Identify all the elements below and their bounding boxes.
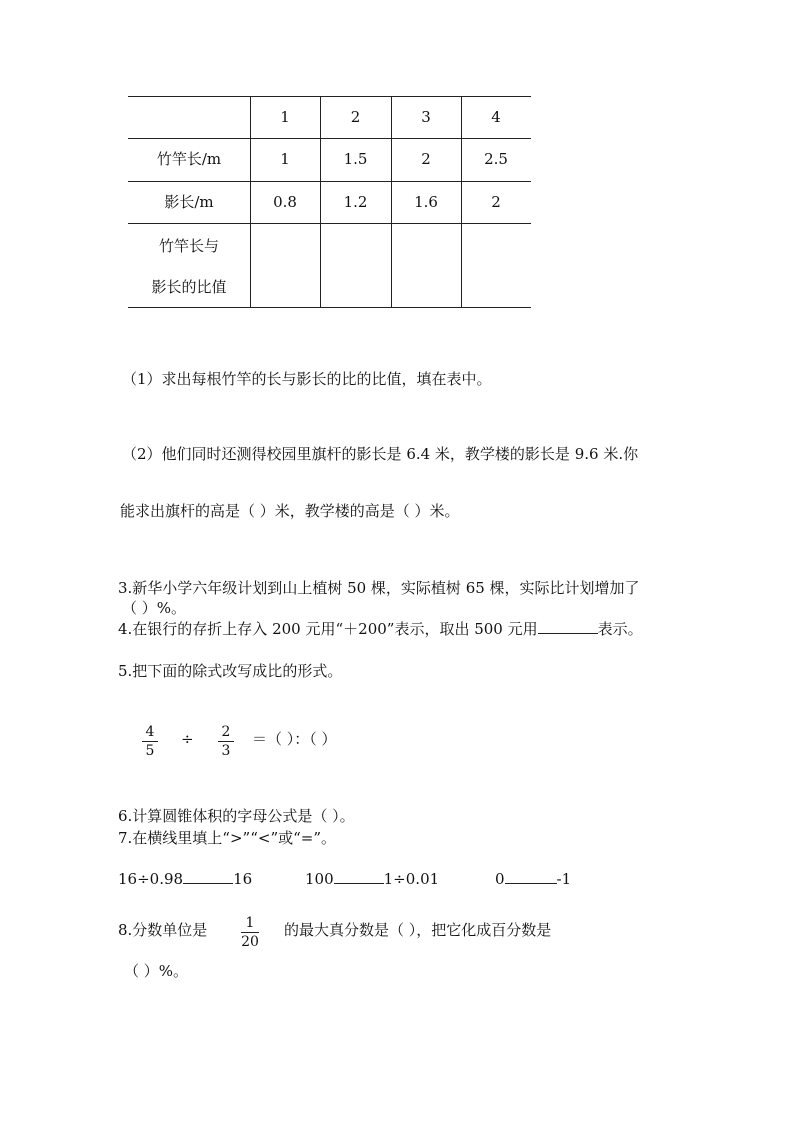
comparison-item-2 bbox=[305, 869, 439, 889]
question-8-line2: （ ）%。 bbox=[124, 962, 189, 980]
question-part-2-line1: （2）他们同时还测得校园里旗杆的影长是 6.4 米，教学楼的影长是 9.6 米.你 bbox=[122, 445, 639, 463]
answer-blank[interactable] bbox=[538, 619, 598, 634]
table-cell: 1.2 bbox=[343, 193, 368, 211]
fraction-four-fifths bbox=[140, 724, 160, 759]
table-cell: 2.5 bbox=[484, 150, 508, 168]
table-cell: 0.8 bbox=[273, 193, 297, 211]
comparison-item-1 bbox=[118, 869, 252, 889]
comparison-left: 16÷0.98 bbox=[118, 870, 184, 888]
question-3-line1: 3.新华小学六年级计划到山上植树 50 棵，实际植树 65 棵，实际比计划增加了 bbox=[118, 579, 640, 597]
question-4 bbox=[118, 619, 643, 639]
table-cell: 1.5 bbox=[343, 150, 368, 168]
fraction-denominator: 5 bbox=[145, 743, 155, 759]
fraction-one-twentieth bbox=[239, 915, 261, 950]
division-sign: ÷ bbox=[181, 730, 194, 748]
bamboo-shadow-table bbox=[128, 96, 531, 308]
comparison-right: 1÷0.01 bbox=[383, 870, 440, 888]
table-cell: 2 bbox=[491, 193, 501, 211]
row-label-shadow-length: 影长/m bbox=[164, 193, 214, 211]
answer-blank[interactable] bbox=[183, 869, 233, 884]
answer-blank[interactable] bbox=[505, 869, 557, 884]
comparison-left: 100 bbox=[305, 870, 334, 888]
table-header-cell: 4 bbox=[491, 108, 501, 126]
ratio-answer: ＝（ ）：（ ） bbox=[252, 730, 337, 748]
comparison-left: 0 bbox=[495, 870, 505, 888]
table-cell: 2 bbox=[421, 150, 431, 168]
fraction-denominator: 3 bbox=[221, 743, 231, 759]
question-part-1: （1）求出每根竹竿的长与影长的比的比值，填在表中。 bbox=[122, 370, 492, 388]
question-5: 5.把下面的除式改写成比的形式。 bbox=[118, 662, 343, 680]
question-8-suffix: 的最大真分数是（ ），把它化成百分数是 bbox=[284, 921, 552, 939]
row-label-ratio-line2: 影长的比值 bbox=[151, 278, 227, 296]
question-8-text: 8.分数单位是 bbox=[118, 921, 208, 939]
comparison-right: 16 bbox=[233, 870, 253, 888]
table-cell: 1 bbox=[280, 150, 290, 168]
comparison-right: -1 bbox=[556, 870, 572, 888]
table-cell: 1.6 bbox=[414, 193, 438, 211]
fraction-numerator: 4 bbox=[145, 724, 155, 740]
table-header-cell: 3 bbox=[421, 108, 431, 126]
answer-blank[interactable] bbox=[334, 869, 384, 884]
fraction-numerator: 2 bbox=[221, 724, 231, 740]
comparison-item-3 bbox=[495, 869, 571, 889]
fraction-denominator: 20 bbox=[241, 934, 259, 950]
question-7: 7.在横线里填上“>”“<”或“=”。 bbox=[118, 829, 337, 847]
row-label-bamboo-length: 竹竿长/m bbox=[156, 150, 222, 168]
fraction-two-thirds bbox=[216, 724, 236, 759]
question-6: 6.计算圆锥体积的字母公式是（ ）。 bbox=[118, 807, 355, 825]
table-header-cell: 2 bbox=[350, 108, 361, 126]
fraction-numerator: 1 bbox=[245, 915, 255, 931]
question-3-line2: （ ）%。 bbox=[122, 599, 187, 617]
question-4-suffix: 表示。 bbox=[597, 620, 643, 638]
table-header-cell: 1 bbox=[280, 108, 290, 126]
question-4-text: 4.在银行的存折上存入 200 元用“＋200”表示，取出 500 元用 bbox=[118, 620, 538, 638]
question-part-2-line2: 能求出旗杆的高是（ ）米，教学楼的高是（ ）米。 bbox=[120, 502, 460, 520]
row-label-ratio-line1: 竹竿长与 bbox=[158, 237, 219, 255]
